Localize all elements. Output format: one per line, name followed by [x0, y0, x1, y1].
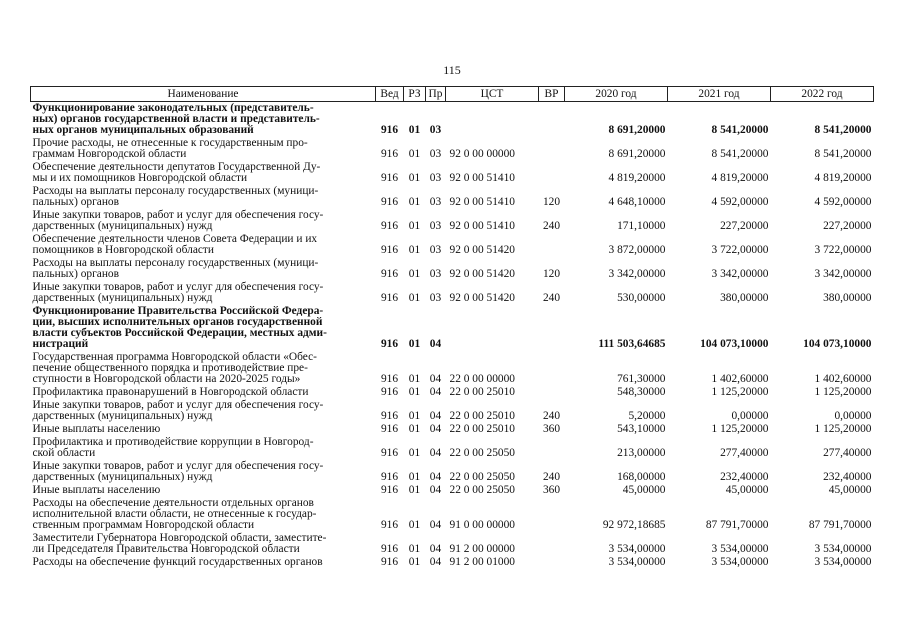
row-cst: 22 0 00 25050	[449, 447, 515, 459]
row-ved: 916	[380, 196, 399, 208]
row-2021: 3 534,00000	[711, 543, 769, 555]
row-pr: 03	[429, 292, 442, 304]
row-2022: 227,20000	[823, 220, 872, 232]
row-name: Расходы на выплаты персоналу государственных (муници- пальных) органов	[32, 185, 319, 208]
row-2021: 232,40000	[720, 471, 769, 483]
table-row	[31, 423, 874, 436]
row-vr	[539, 137, 565, 161]
page-number: 115	[443, 63, 461, 77]
row-ved: 916	[380, 447, 399, 459]
row-ved: 916	[380, 292, 399, 304]
row-rz: 01	[408, 556, 421, 568]
row-vr	[539, 497, 565, 532]
row-ved: 916	[380, 124, 399, 136]
row-2021: 3 534,00000	[711, 556, 769, 568]
row-rz: 01	[408, 519, 421, 531]
row-2021: 87 791,70000	[705, 519, 769, 531]
table-row	[31, 436, 874, 460]
table-header-row	[31, 87, 874, 102]
row-pr: 04	[429, 543, 442, 555]
row-ved: 916	[380, 244, 399, 256]
row-ved: 916	[380, 410, 399, 422]
header-2022: 2022 год	[771, 87, 874, 102]
row-pr: 03	[429, 124, 442, 136]
row-rz: 01	[408, 447, 421, 459]
row-cst: 22 0 00 25050	[449, 471, 515, 483]
row-cst: 91 2 00 01000	[449, 556, 515, 568]
row-rz: 01	[408, 220, 421, 232]
row-name: Иные закупки товаров, работ и услуг для обеспечения госу- дарственных (муниципальных) нужд	[32, 460, 324, 483]
row-vr	[539, 532, 565, 556]
row-name: Профилактика и противодействие коррупции в Новгород- ской области	[32, 436, 314, 459]
row-pr: 03	[429, 268, 442, 280]
row-cst: 92 0 00 51420	[449, 244, 515, 256]
row-2020: 4 648,10000	[608, 196, 666, 208]
row-vr: 360	[542, 423, 561, 435]
row-2020: 530,00000	[617, 292, 666, 304]
row-2020: 3 872,00000	[608, 244, 666, 256]
table-row	[31, 532, 874, 556]
row-pr: 04	[429, 556, 442, 568]
row-cst: 91 0 00 00000	[449, 519, 515, 531]
row-2020: 548,30000	[617, 386, 666, 398]
row-cst	[446, 305, 539, 351]
table-row	[31, 556, 874, 569]
table-row	[31, 351, 874, 386]
row-2022: 8 541,20000	[814, 124, 872, 136]
row-2020: 171,10000	[617, 220, 666, 232]
row-ved: 916	[380, 484, 399, 496]
row-vr	[539, 386, 565, 399]
row-2021: 104 073,10000	[700, 338, 769, 350]
row-vr: 120	[542, 268, 561, 280]
row-2022: 4 819,20000	[814, 172, 872, 184]
row-name: Функционирование Правительства Российской Федера- ции, высших исполнительных органов государственной власти субъектов Российской Федерации, местных адми- нистраций	[32, 305, 327, 350]
row-cst: 22 0 00 25050	[449, 484, 515, 496]
row-rz: 01	[408, 196, 421, 208]
row-pr: 04	[429, 484, 442, 496]
row-vr	[539, 351, 565, 386]
row-pr: 03	[429, 244, 442, 256]
row-2020: 213,00000	[617, 447, 666, 459]
table-row	[31, 257, 874, 281]
row-rz: 01	[408, 338, 421, 350]
row-vr: 360	[542, 484, 561, 496]
row-cst: 92 0 00 51410	[449, 172, 515, 184]
row-name: Профилактика правонарушений в Новгородской области	[32, 386, 309, 398]
row-2020: 3 342,00000	[608, 268, 666, 280]
row-name: Обеспечение деятельности депутатов Государственной Ду- мы и их помощников Новгородской области	[32, 161, 321, 184]
row-name: Иные закупки товаров, работ и услуг для обеспечения госу- дарственных (муниципальных) нужд	[32, 399, 324, 422]
row-pr: 03	[429, 220, 442, 232]
row-rz: 01	[408, 268, 421, 280]
table-row	[31, 233, 874, 257]
row-2020: 761,30000	[617, 373, 666, 385]
row-2022: 3 534,00000	[814, 543, 872, 555]
row-cst: 22 0 00 25010	[449, 386, 515, 398]
row-2022: 3 722,00000	[814, 244, 872, 256]
row-rz: 01	[408, 148, 421, 160]
row-name: Функционирование законодательных (представитель- ных) органов государственной власти и представитель- ных органов муниципальных образований	[32, 102, 320, 136]
row-pr: 04	[429, 519, 442, 531]
row-cst: 92 0 00 51410	[449, 220, 515, 232]
header-pr: Пр	[426, 87, 446, 102]
row-rz: 01	[408, 410, 421, 422]
row-ved: 916	[380, 220, 399, 232]
row-ved: 916	[380, 423, 399, 435]
header-2020: 2020 год	[565, 87, 668, 102]
row-vr: 240	[542, 292, 561, 304]
row-vr	[539, 556, 565, 569]
row-name: Иные выплаты населению	[32, 423, 161, 435]
row-cst	[446, 102, 539, 138]
row-pr: 04	[429, 338, 442, 350]
row-ved: 916	[380, 543, 399, 555]
table-row	[31, 209, 874, 233]
row-pr: 04	[429, 471, 442, 483]
row-name: Расходы на обеспечение функций государственных органов	[32, 556, 323, 568]
table-row	[31, 161, 874, 185]
row-2020: 45,00000	[622, 484, 666, 496]
row-ved: 916	[380, 386, 399, 398]
table-row	[31, 399, 874, 423]
table-row	[31, 386, 874, 399]
header-cst: ЦСТ	[446, 87, 539, 102]
header-name: Наименование	[31, 87, 376, 102]
row-2020: 3 534,00000	[608, 556, 666, 568]
row-vr: 120	[542, 196, 561, 208]
row-rz: 01	[408, 543, 421, 555]
row-rz: 01	[408, 292, 421, 304]
row-2020: 543,10000	[617, 423, 666, 435]
row-2022: 1 125,20000	[814, 423, 872, 435]
row-name: Государственная программа Новгородской области «Обес- печение общественного порядка и противодействие пре- ступности в Новгородской области на 2020-2025 годы»	[32, 351, 317, 385]
row-2022: 380,00000	[823, 292, 872, 304]
row-2021: 1 402,60000	[711, 373, 769, 385]
row-2022: 1 125,20000	[814, 386, 872, 398]
row-vr	[539, 102, 565, 138]
row-pr: 04	[429, 386, 442, 398]
row-cst: 22 0 00 25010	[449, 410, 515, 422]
row-2021: 277,40000	[720, 447, 769, 459]
row-2021: 380,00000	[720, 292, 769, 304]
row-2020: 5,20000	[628, 410, 666, 422]
row-name: Прочие расходы, не отнесенные к государственным про- граммам Новгородской области	[32, 137, 308, 160]
budget-table	[30, 86, 874, 569]
row-rz: 01	[408, 373, 421, 385]
row-rz: 01	[408, 172, 421, 184]
row-pr: 04	[429, 373, 442, 385]
row-2021: 3 342,00000	[711, 268, 769, 280]
row-vr	[539, 436, 565, 460]
row-rz: 01	[408, 244, 421, 256]
row-2020: 8 691,20000	[608, 124, 666, 136]
row-cst: 91 2 00 00000	[449, 543, 515, 555]
row-2021: 3 722,00000	[711, 244, 769, 256]
row-ved: 916	[380, 172, 399, 184]
row-2022: 45,00000	[828, 484, 872, 496]
row-ved: 916	[380, 338, 399, 350]
row-vr	[539, 305, 565, 351]
row-name: Иные выплаты населению	[32, 484, 161, 496]
row-pr: 04	[429, 410, 442, 422]
row-vr	[539, 161, 565, 185]
row-name: Обеспечение деятельности членов Совета Федерации и их помощников в Новгородской области	[32, 233, 318, 256]
row-2022: 277,40000	[823, 447, 872, 459]
row-2022: 3 534,00000	[814, 556, 872, 568]
header-2021: 2021 год	[668, 87, 771, 102]
table-row	[31, 102, 874, 138]
table-row	[31, 281, 874, 305]
row-rz: 01	[408, 471, 421, 483]
row-2022: 232,40000	[823, 471, 872, 483]
row-2021: 1 125,20000	[711, 386, 769, 398]
row-pr: 04	[429, 423, 442, 435]
header-rz: РЗ	[404, 87, 426, 102]
row-2021: 227,20000	[720, 220, 769, 232]
row-pr: 03	[429, 196, 442, 208]
row-2021: 0,00000	[731, 410, 769, 422]
row-2022: 87 791,70000	[808, 519, 872, 531]
row-pr: 04	[429, 447, 442, 459]
table-row	[31, 305, 874, 351]
row-2022: 1 402,60000	[814, 373, 872, 385]
row-cst: 92 0 00 51420	[449, 268, 515, 280]
header-ved: Вед	[376, 87, 404, 102]
row-2021: 4 592,00000	[711, 196, 769, 208]
row-2020: 92 972,18685	[602, 519, 666, 531]
row-cst: 22 0 00 00000	[449, 373, 515, 385]
row-2021: 45,00000	[725, 484, 769, 496]
row-ved: 916	[380, 556, 399, 568]
row-name: Расходы на выплаты персоналу государственных (муници- пальных) органов	[32, 257, 319, 280]
header-vr: ВР	[539, 87, 565, 102]
row-2021: 8 541,20000	[711, 148, 769, 160]
row-vr: 240	[542, 220, 561, 232]
row-cst: 92 0 00 51410	[449, 196, 515, 208]
row-2021: 8 541,20000	[711, 124, 769, 136]
row-name: Иные закупки товаров, работ и услуг для обеспечения госу- дарственных (муниципальных) нужд	[32, 281, 324, 304]
row-ved: 916	[380, 519, 399, 531]
table-row	[31, 484, 874, 497]
row-rz: 01	[408, 386, 421, 398]
row-2020: 4 819,20000	[608, 172, 666, 184]
row-cst: 22 0 00 25010	[449, 423, 515, 435]
row-name: Расходы на обеспечение деятельности отдельных органов исполнительной власти области, не отнесенные к государ- ственным программам Новгородской области	[32, 497, 317, 531]
table-row	[31, 185, 874, 209]
row-rz: 01	[408, 124, 421, 136]
row-pr: 03	[429, 172, 442, 184]
row-ved: 916	[380, 471, 399, 483]
row-2020: 8 691,20000	[608, 148, 666, 160]
row-ved: 916	[380, 373, 399, 385]
row-2022: 4 592,00000	[814, 196, 872, 208]
row-name: Заместители Губернатора Новгородской области, заместите- ли Председателя Правительства Новгородской области	[32, 532, 327, 555]
row-2020: 168,00000	[617, 471, 666, 483]
row-ved: 916	[380, 268, 399, 280]
row-vr: 240	[542, 471, 561, 483]
row-pr: 03	[429, 148, 442, 160]
row-cst: 92 0 00 00000	[449, 148, 515, 160]
row-2022: 0,00000	[834, 410, 872, 422]
row-2022: 3 342,00000	[814, 268, 872, 280]
row-2022: 104 073,10000	[803, 338, 872, 350]
row-2020: 3 534,00000	[608, 543, 666, 555]
row-name: Иные закупки товаров, работ и услуг для обеспечения госу- дарственных (муниципальных) нужд	[32, 209, 324, 232]
row-ved: 916	[380, 148, 399, 160]
row-2021: 4 819,20000	[711, 172, 769, 184]
row-2020: 111 503,64685	[598, 338, 666, 350]
row-2022: 8 541,20000	[814, 148, 872, 160]
table-row	[31, 497, 874, 532]
row-rz: 01	[408, 484, 421, 496]
row-vr: 240	[542, 410, 561, 422]
row-vr	[539, 233, 565, 257]
row-cst: 92 0 00 51420	[449, 292, 515, 304]
row-2021: 1 125,20000	[711, 423, 769, 435]
table-row	[31, 137, 874, 161]
row-rz: 01	[408, 423, 421, 435]
table-row	[31, 460, 874, 484]
